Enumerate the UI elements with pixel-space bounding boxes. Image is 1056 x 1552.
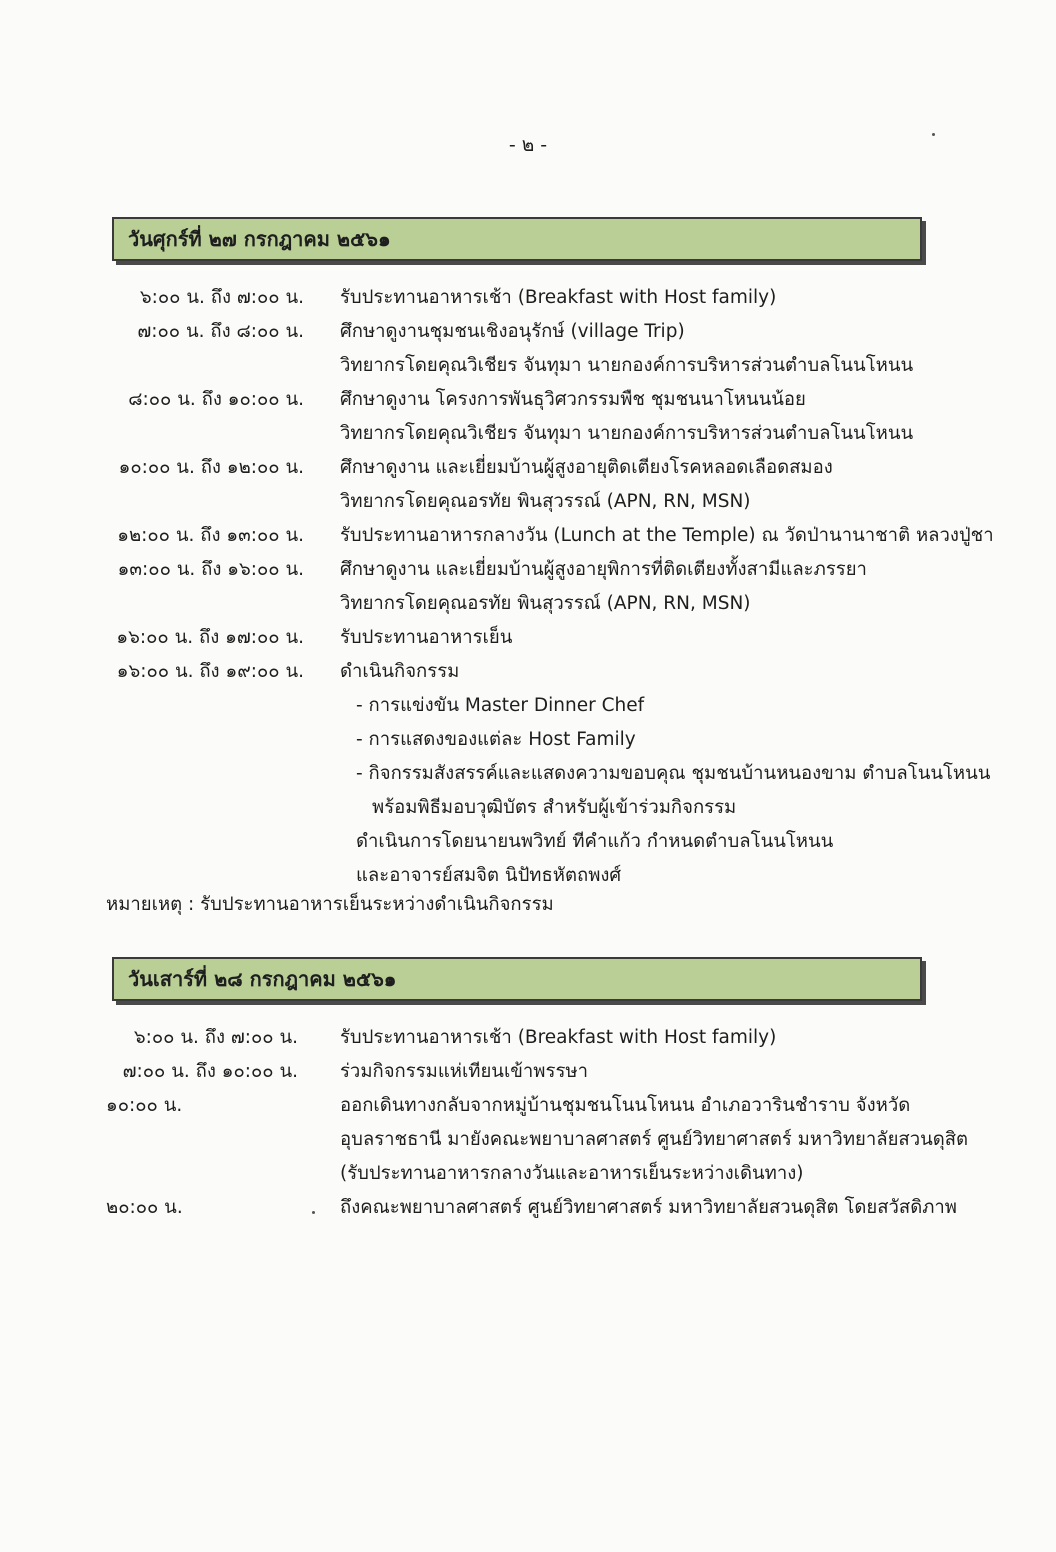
activity-text: วิทยากรโดยคุณอรทัย พินสุวรรณ์ (APN, RN, MSN) bbox=[340, 593, 751, 614]
day-header-saturday: วันเสาร์ที่ ๒๘ กรกฎาคม ๒๕๖๑ bbox=[112, 957, 922, 1001]
activity-text: อุบลราชธานี มายังคณะพยาบาลศาสตร์ ศูนย์วิทยาศาสตร์ มหาวิทยาลัยสวนดุสิต bbox=[340, 1129, 969, 1150]
activity-text: ดำเนินการโดยนายนพวิทย์ ทีคำแก้ว กำหนดตำบลโนนโหนน bbox=[356, 831, 834, 852]
time-range: ๑๐:๐๐ น. bbox=[106, 1095, 183, 1116]
schedule-row bbox=[0, 586, 1056, 620]
scan-speck bbox=[932, 133, 935, 136]
schedule-row bbox=[0, 518, 1056, 552]
schedule-row bbox=[0, 858, 1056, 892]
activity-text: รับประทานอาหารกลางวัน (Lunch at the Temple) ณ วัดป่านานาชาติ หลวงปู่ชา bbox=[340, 525, 994, 546]
schedule-row bbox=[0, 620, 1056, 654]
activity-text: และอาจารย์สมจิต นิปัทธหัตถพงศ์ bbox=[356, 865, 622, 886]
schedule-row bbox=[0, 416, 1056, 450]
schedule-row bbox=[0, 1054, 1056, 1088]
schedule-row bbox=[0, 688, 1056, 722]
schedule-row bbox=[0, 280, 1056, 314]
activity-bullet-continued: พร้อมพิธีมอบวุฒิบัตร สำหรับผู้เข้าร่วมกิจกรรม bbox=[372, 797, 737, 818]
activity-text: ศึกษาดูงาน และเยี่ยมบ้านผู้สูงอายุพิการที่ติดเตียงทั้งสามีและภรรยา bbox=[340, 559, 867, 580]
schedule-row bbox=[0, 314, 1056, 348]
schedule-row bbox=[0, 1156, 1056, 1190]
time-range: ๒๐:๐๐ น. bbox=[106, 1197, 183, 1218]
time-range: ๑๐:๐๐ น. ถึง ๑๒:๐๐ น. bbox=[118, 457, 304, 478]
remark-note: หมายเหตุ : รับประทานอาหารเย็นระหว่างดำเนินกิจกรรม bbox=[106, 894, 554, 915]
schedule-row bbox=[0, 824, 1056, 858]
time-range: ๖:๐๐ น. ถึง ๗:๐๐ น. bbox=[133, 1027, 298, 1048]
time-range: ๑๖:๐๐ น. ถึง ๑๙:๐๐ น. bbox=[116, 661, 304, 682]
schedule-row bbox=[0, 450, 1056, 484]
schedule-row bbox=[0, 790, 1056, 824]
activity-text: (รับประทานอาหารกลางวันและอาหารเย็นระหว่างเดินทาง) bbox=[340, 1163, 804, 1184]
time-range: ๗:๐๐ น. ถึง ๑๐:๐๐ น. bbox=[122, 1061, 298, 1082]
activity-text: รับประทานอาหารเช้า (Breakfast with Host family) bbox=[340, 1027, 777, 1048]
schedule-friday bbox=[0, 280, 1056, 892]
schedule-row bbox=[0, 348, 1056, 382]
activity-text: ถึงคณะพยาบาลศาสตร์ ศูนย์วิทยาศาสตร์ มหาวิทยาลัยสวนดุสิต โดยสวัสดิภาพ bbox=[340, 1197, 957, 1218]
activity-bullet: - การแสดงของแต่ละ Host Family bbox=[356, 729, 636, 750]
day-header-friday: วันศุกร์ที่ ๒๗ กรกฎาคม ๒๕๖๑ bbox=[112, 217, 922, 261]
time-range: ๖:๐๐ น. ถึง ๗:๐๐ น. bbox=[139, 287, 304, 308]
schedule-row bbox=[0, 722, 1056, 756]
schedule-row bbox=[0, 654, 1056, 688]
activity-text: รับประทานอาหารเช้า (Breakfast with Host family) bbox=[340, 287, 777, 308]
schedule-row bbox=[0, 1020, 1056, 1054]
activity-text: ศึกษาดูงาน โครงการพันธุวิศวกรรมพืช ชุมชนนาโหนนน้อย bbox=[340, 389, 806, 410]
time-range: ๑๒:๐๐ น. ถึง ๑๓:๐๐ น. bbox=[117, 525, 304, 546]
time-range: ๗:๐๐ น. ถึง ๘:๐๐ น. bbox=[137, 321, 304, 342]
schedule-row bbox=[0, 382, 1056, 416]
activity-text: ศึกษาดูงาน และเยี่ยมบ้านผู้สูงอายุติดเตียงโรคหลอดเลือดสมอง bbox=[340, 457, 833, 478]
time-range: ๘:๐๐ น. ถึง ๑๐:๐๐ น. bbox=[128, 389, 304, 410]
activity-text: ร่วมกิจกรรมแห่เทียนเข้าพรรษา bbox=[340, 1061, 588, 1082]
schedule-row bbox=[0, 756, 1056, 790]
page-number: - ๒ - bbox=[508, 134, 548, 156]
activity-text: ศึกษาดูงานชุมชนเชิงอนุรักษ์ (village Trip) bbox=[340, 321, 685, 342]
schedule-row bbox=[0, 1190, 1056, 1224]
activity-text: วิทยากรโดยคุณอรทัย พินสุวรรณ์ (APN, RN, MSN) bbox=[340, 491, 751, 512]
activity-bullet: - กิจกรรมสังสรรค์และแสดงความขอบคุณ ชุมชนบ้านหนองขาม ตำบลโนนโหนน bbox=[356, 763, 991, 784]
activity-text: ออกเดินทางกลับจากหมู่บ้านชุมชนโนนโหนน อำเภอวารินชำราบ จังหวัด bbox=[340, 1095, 911, 1116]
scan-speck bbox=[312, 1211, 315, 1214]
time-range: ๑๓:๐๐ น. ถึง ๑๖:๐๐ น. bbox=[117, 559, 304, 580]
schedule-row bbox=[0, 1122, 1056, 1156]
time-range: ๑๖:๐๐ น. ถึง ๑๗:๐๐ น. bbox=[116, 627, 304, 648]
activity-text: วิทยากรโดยคุณวิเชียร จันทุมา นายกองค์การบริหารส่วนตำบลโนนโหนน bbox=[340, 355, 914, 376]
activity-text: ดำเนินกิจกรรม bbox=[340, 661, 460, 682]
activity-text: รับประทานอาหารเย็น bbox=[340, 627, 513, 648]
schedule-row bbox=[0, 1088, 1056, 1122]
schedule-saturday bbox=[0, 1020, 1056, 1224]
schedule-row bbox=[0, 484, 1056, 518]
schedule-row bbox=[0, 552, 1056, 586]
activity-text: วิทยากรโดยคุณวิเชียร จันทุมา นายกองค์การบริหารส่วนตำบลโนนโหนน bbox=[340, 423, 914, 444]
activity-bullet: - การแข่งขัน Master Dinner Chef bbox=[356, 695, 645, 716]
